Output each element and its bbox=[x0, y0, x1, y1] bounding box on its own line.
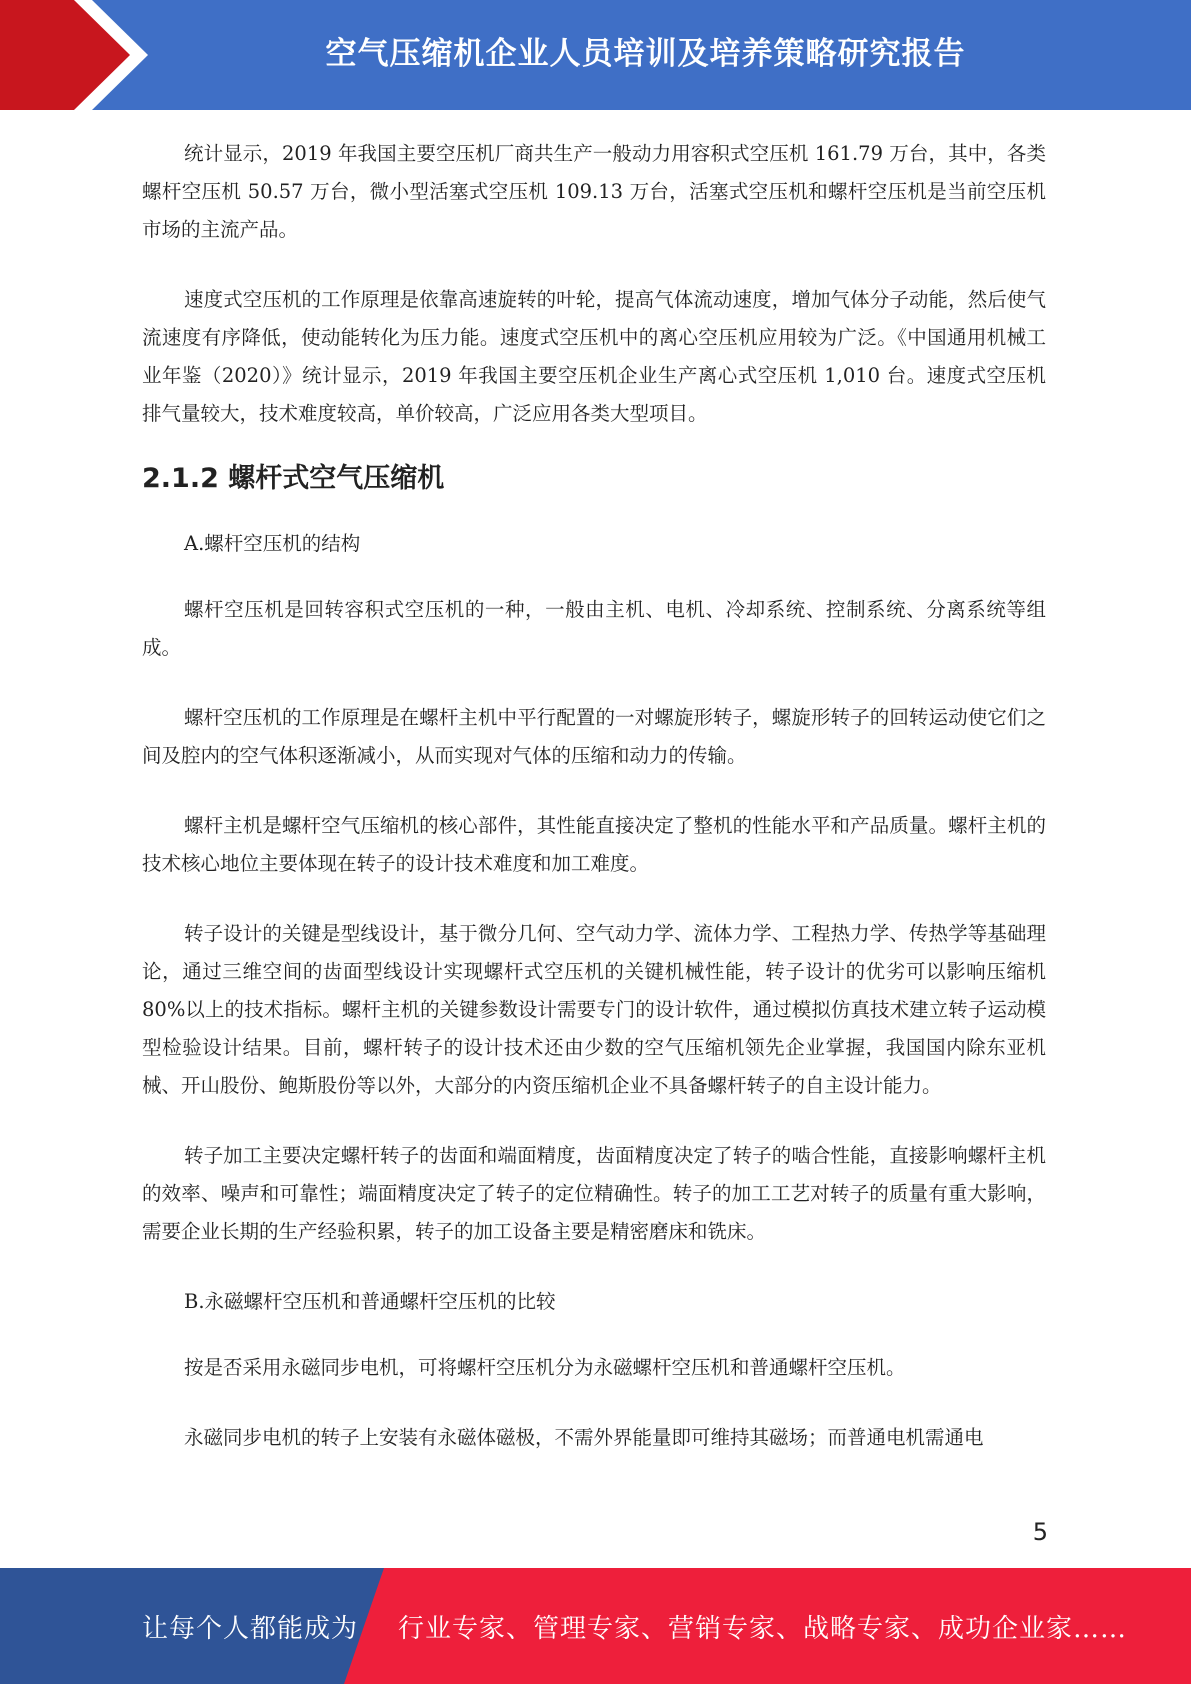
paragraph: 螺杆空压机是回转容积式空压机的一种，一般由主机、电机、冷却系统、控制系统、分离系统等组成。 bbox=[142, 598, 1046, 659]
paragraph: 统计显示，2019 年我国主要空压机厂商共生产一般动力用容积式空压机 161.79 万台，其中，各类螺杆空压机 50.57 万台，微小型活塞式空压机 109.13 万台，活塞式空压机和螺杆空压机是当前空压机市场的主流产品。 bbox=[142, 142, 1046, 241]
report-title: 空气压缩机企业人员培训及培养策略研究报告 bbox=[325, 36, 966, 72]
page-number: 5 bbox=[1032, 1518, 1048, 1546]
paragraph: 转子加工主要决定螺杆转子的齿面和端面精度，齿面精度决定了转子的啮合性能，直接影响螺杆主机的效率、噪声和可靠性；端面精度决定了转子的定位精确性。转子的加工工艺对转子的质量有重大影响，需要企业长期的生产经验积累，转子的加工设备主要是精密磨床和铣床。 bbox=[142, 1144, 1046, 1243]
paragraph: 速度式空压机的工作原理是依靠高速旋转的叶轮，提高气体流动速度，增加气体分子动能，然后使气流速度有序降低，使动能转化为压力能。速度式空压机中的离心空压机应用较为广泛。《中国通用机械工业年鉴（2020）》统计显示，2019 年我国主要空压机企业生产离心式空压机 1,010 台。速度式空压机排气量较大，技术难度较高，单价较高，广泛应用各类大型项目。 bbox=[142, 288, 1046, 425]
paragraph: 螺杆空压机的工作原理是在螺杆主机中平行配置的一对螺旋形转子，螺旋形转子的回转运动使它们之间及腔内的空气体积逐渐减小，从而实现对气体的压缩和动力的传输。 bbox=[142, 706, 1046, 767]
paragraph: 转子设计的关键是型线设计，基于微分几何、空气动力学、流体力学、工程热力学、传热学等基础理论，通过三维空间的齿面型线设计实现螺杆式空压机的关键机械性能，转子设计的优劣可以影响压缩机 80%以上的技术指标。螺杆主机的关键参数设计需要专门的设计软件，通过模拟仿真技术建立转子运动模型检验设计结果。目前，螺杆转子的设计技术还由少数的空气压缩机领先企业掌握，我国国内除东亚机械、开山股份、鲍斯股份等以外，大部分的内资压缩机企业不具备螺杆转子的自主设计能力。 bbox=[142, 922, 1046, 1097]
page-content bbox=[142, 135, 1046, 1489]
paragraph: 永磁同步电机的转子上安装有永磁体磁极，不需外界能量即可维持其磁场；而普通电机需通电 bbox=[184, 1426, 984, 1449]
paragraph: 螺杆主机是螺杆空气压缩机的核心部件，其性能直接决定了整机的性能水平和产品质量。螺杆主机的技术核心地位主要体现在转子的设计技术难度和加工难度。 bbox=[142, 814, 1046, 875]
footer-slogan-left: 让每个人都能成为 bbox=[142, 1614, 359, 1644]
page-header bbox=[0, 0, 1191, 110]
page-footer bbox=[0, 1568, 1191, 1684]
subheading: A.螺杆空压机的结构 bbox=[184, 532, 361, 555]
paragraph: 按是否采用永磁同步电机，可将螺杆空压机分为永磁螺杆空压机和普通螺杆空压机。 bbox=[184, 1356, 906, 1379]
subheading: B.永磁螺杆空压机和普通螺杆空压机的比较 bbox=[184, 1290, 556, 1313]
section-heading: 2.1.2 螺杆式空气压缩机 bbox=[142, 463, 445, 494]
footer-slogan-right: 行业专家、管理专家、营销专家、战略专家、成功企业家…… bbox=[398, 1614, 1128, 1644]
